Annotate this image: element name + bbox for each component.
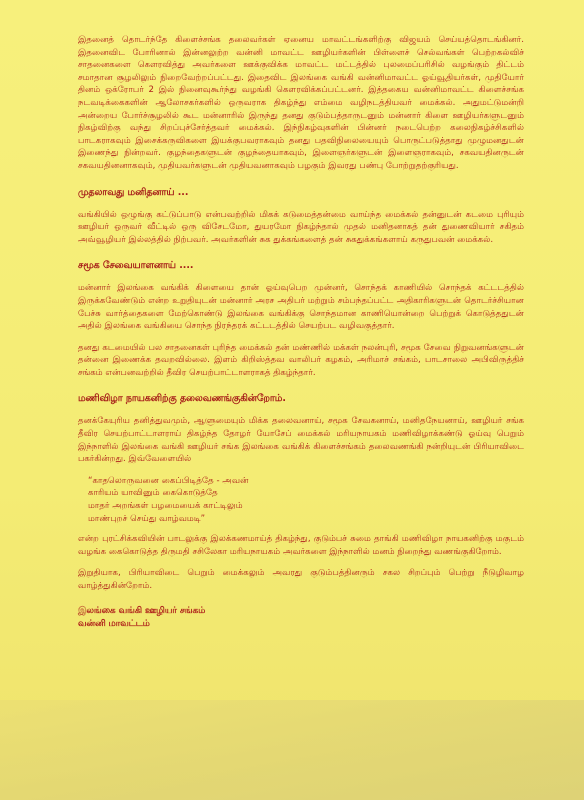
- section-paragraph: வங்கியில் ஒழுங்கு கட்டுப்பாடு என்பவற்றில் மிகக் கடுமைத்தன்மை வாய்ந்த மைக்கல் தன்னுடன் கடமை புரியும் ஊழியர் ஒருவர் வீட்டில் ஒரு விசேடமோ, துயரமோ நிகழ்ந்தால் முதல் மனிதனாகத் தன் துணைவியார் சகிதம் அவ்வூழியர் இல்லத்தில் நிற்பவர். அவர்களின் சுக துக்கங்களைத் தன் சுகதுக்கங்களாய் கருதுபவன் மைக்கல்.: [78, 209, 524, 245]
- after-poem-paragraph: என்ற புரட்சிக்கவியின் பாடலுக்கு இலக்கணமாய்த் திகழ்ந்து, குடும்பச் சுமை தாங்கி மணிவிழா நாயகனிற்கு மகுடம் வழங்க கைகொடுத்த திருமதி சசிலேகா மரியநாயகம் அவர்களை இந்நாளில் மனம் நிறைந்து வணங்குகிறோம்.: [78, 534, 524, 557]
- document-content: [78, 34, 524, 631]
- intro-paragraph: இதனைத் தொடர்ந்தே கிளைச்சங்க தலைவர்கள் ஏனைய மாவட்டங்களிற்கு விஜயம் செய்யத்தொடங்கினர். இதனைவிட போரினால் இன்னலுற்ற வன்னி மாவட்ட ஊழியர்களின் பிள்ளைச் செல்வங்கள் பெற்றகல்விச் சாதனைகளை கௌரவித்து அவர்களை ஊக்குவிக்க மாவட்ட மட்டத்தில் புலமைப்பரிசில் வழங்கும் திட்டம் சமாதான சூழலிலும் நிறைவேற்றப்பட்டது. இதைவிட இலங்கை வங்கி வன்னிமாவட்ட ஓய்வூதியர்கள், முதியோர் தினம் ஒக்ரோபர் 2 இல் நினைவுகூர்ந்து வழங்கி கௌரவிக்கப்பட்டனர். இத்தகைய வன்னிமாவட்ட கிளைச்சங்க நடவடிக்கைகளின் ஆலோசகர்களில் ஒருவராக திகழ்ந்து எம்மை வழிநடத்தியவர் மைக்கல். அதுமட்டுமன்றி அன்றைய போர்ச்சூழலில் கூட மன்னாரில் இருந்து தனது குடும்பத்தாருடனும் மன்னார் கிளை ஊழியர்களுடனும் நிகழ்விற்கு வந்து சிறப்புச்சேர்த்தவர் மைக்கல். இந்நிகழ்வுகளின் பின்னர் நடைபெற்ற கலைநிகழ்ச்சிகளில் பாடகராகவும் இசைக்கருவிகளை இயக்குபவராகவும் தனது பதவிநிலையையும் பொருட்படுத்தாது முழுமனதுடன் இணைந்து நின்றவர். குழந்தைகளுடன் குழந்தையாகவும், இளைஞர்களுடன் இளைஞராகவும், சகவயதினருடன் சகவயதினனாகவும், முதியவர்களுடன் முதியவனாகவும் பழகும் இவரது பண்பு போற்றுதற்குரியது.: [78, 35, 524, 171]
- poem-line: “காதலொருவனை கைப்பிடித்தே - அவன்: [88, 475, 249, 486]
- section-heading-first-man: முதலாவது மனிதனாய் ...: [78, 186, 189, 198]
- poem-quote: [88, 475, 524, 525]
- signature-block: [78, 605, 524, 631]
- section-paragraph: தனக்கேயுரிய தனித்துவமும், ஆளுமையும் மிக்க தலைவனாய், சமூக சேவகனாய், மனிதநேயனாய், ஊழியர் சங்க தீவிர செயற்பாட்டாளராய் திகழ்ந்த தோழர் யோசேப் மைக்கல் மரியநாயகம் மணிவிழாக்கண்டு ஓய்வு பெறும் இந்நாளில் இலங்கை வங்கி ஊழியர் சங்க இலங்கை வங்கிக் கிளைச்சங்கம் தலைவணங்கி நன்றியுடன் பிரியாவிடை பகர்கின்றது. இவ்வேளையில்: [78, 416, 524, 465]
- section-paragraph: மன்னார் இலங்கை வங்கிக் கிளையை தான் ஓய்வுபெற முன்னர், சொந்தக் காணியில் சொந்தக் கட்டடத்தில் இருக்கவேண்டும் என்ற உறுதியுடன் மன்னார் அரச அதிபர் மற்றும் சம்பந்தப்பட்ட அதிகாரிகளுடன் தொடர்ச்சியான பேச்சு வார்த்தைகளை மேற்கொண்டு இலங்கை வங்கிக்கு சொந்தமான காணியொன்றை பெற்றுக் கொடுத்ததுடன் அதில் இலங்கை வங்கியை சொந்த நிரந்தரக் கட்டடத்தில் செயற்பட வழிவகுத்தார்.: [78, 283, 524, 332]
- section-heading-social-servant: சமூக சேவையாளனாய் ....: [78, 260, 194, 272]
- closing-paragraph: இறுதியாக, பிரியாவிடை பெறும் மைக்கலும் அவரது குடும்பத்தினரும் சகல சிறப்பும் பெற்று நீடுழிவாழ வாழ்த்துகின்றோம்.: [78, 568, 524, 591]
- section-heading-tribute: மணிவிழா நாயகனிற்கு தலைவணங்குகின்றோம்.: [78, 393, 286, 405]
- poem-line: மாதர் அறங்கள் பழமையைக் காட்டிலும்: [88, 501, 243, 512]
- signature-org: இலங்கை வங்கி ஊழியர் சங்கம்: [78, 605, 206, 616]
- poem-line: மாண்புறச் செய்து வாழ்வமடி”: [88, 513, 206, 524]
- signature-district: வன்னி மாவட்டம்: [78, 618, 150, 629]
- section-paragraph: தனது கடமையில் பல சாதனைகள் புரிந்த மைக்கல் தன் மண்ணில் மக்கள் நலன்புரி, சமூக சேவை நிறுவனங்களுடன் தன்னை இணைக்க தவறவில்லை. இளம் கிறிஸ்த்தவ வாலிபர் கழகம், அரிமாச் சங்கம், பாடசாலை அபிவிருத்திச் சங்கம் என்பனவற்றில் தீவிர செயற்பாட்டாளராகத் திகழ்ந்தார்.: [78, 342, 524, 378]
- poem-line: காரியம் யாவினும் கைகொடுத்தே: [88, 488, 218, 499]
- paper-fold-shadow: [0, 700, 584, 800]
